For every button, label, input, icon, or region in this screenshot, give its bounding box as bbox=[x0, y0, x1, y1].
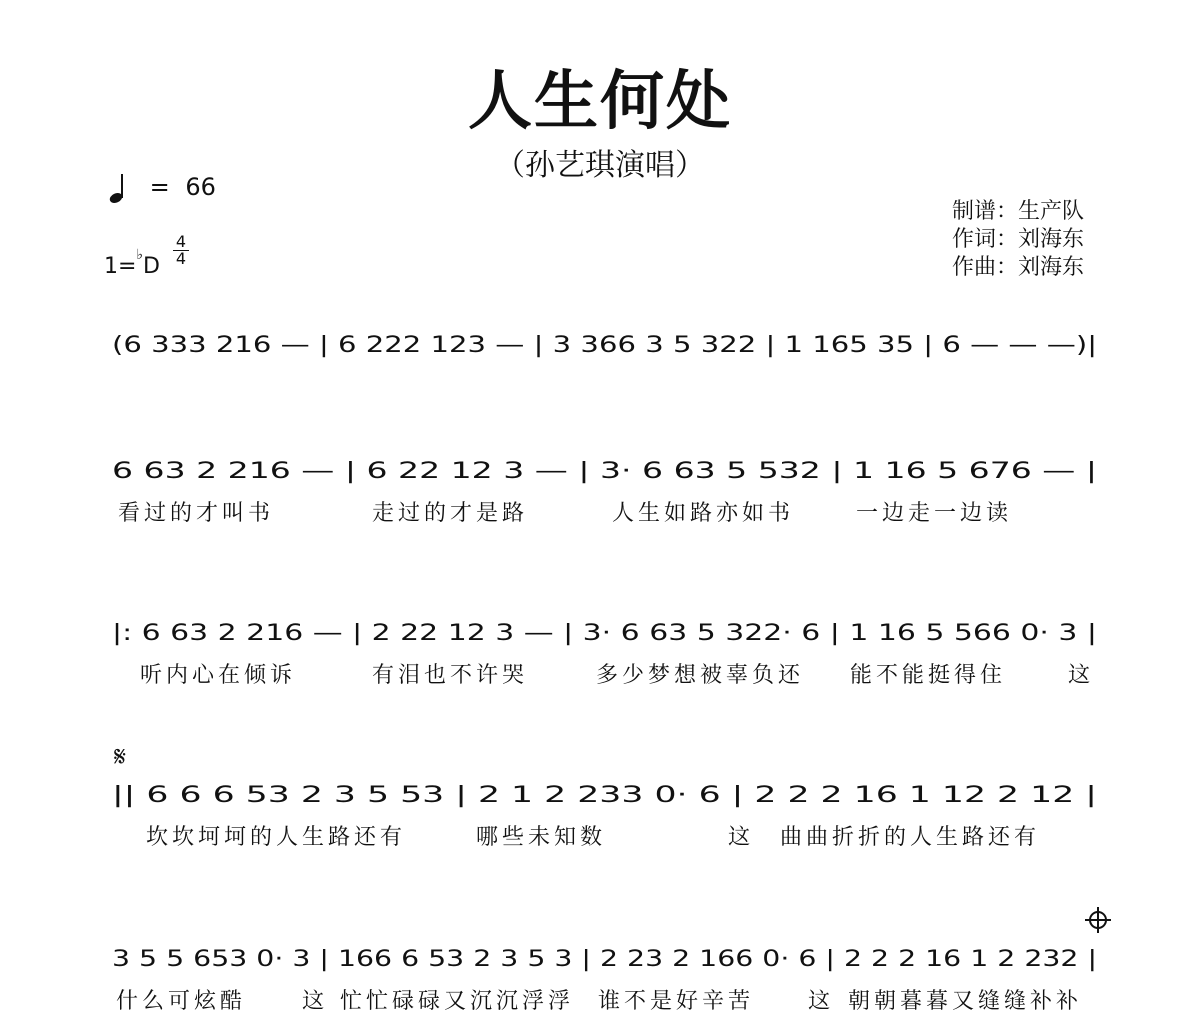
key-label: 1= bbox=[104, 254, 137, 279]
system-2-lyric-4: 一边走一边读 bbox=[856, 501, 1013, 526]
system-3-lyric-4: 能不能挺得住 bbox=[850, 663, 1007, 688]
system-5-lyric-5: 这 bbox=[808, 989, 835, 1014]
time-signature-bottom: 4 bbox=[175, 249, 187, 268]
composer-credit: 作曲：刘海东 bbox=[952, 255, 1085, 280]
segno-sign: 𝄋 bbox=[114, 740, 127, 773]
system-3-lyric-1: 听内心在倾诉 bbox=[140, 663, 297, 688]
song-subtitle: （孙艺琪演唱） bbox=[495, 148, 705, 183]
system-5-lyric-1: 什么可炫酷 bbox=[116, 989, 247, 1014]
transcriber-credit: 制谱：生产队 bbox=[952, 199, 1085, 224]
song-title: 人生何处 bbox=[468, 65, 732, 139]
system-5-lyric-6: 朝朝暮暮又缝缝补补 bbox=[848, 989, 1083, 1014]
key-note: D bbox=[143, 254, 160, 279]
lyricist-credit: 作词：刘海东 bbox=[952, 227, 1085, 252]
system-2-lyric-2: 走过的才是路 bbox=[372, 501, 529, 526]
system-4-lyric-3: 这 bbox=[728, 825, 755, 850]
system-5-lyric-4: 谁不是好辛苦 bbox=[598, 989, 755, 1014]
system-1-notation: (6 333 216 — | 6 222 123 — | 3 366 3 5 322 | 1 165 35 | 6 — — —)| bbox=[112, 333, 1097, 358]
system-5-lyric-2: 这 bbox=[302, 989, 329, 1014]
system-4-lyric-2: 哪些未知数 bbox=[476, 825, 607, 850]
system-4-lyric-4: 曲曲折折的人生路还有 bbox=[780, 825, 1041, 850]
system-3-lyric-2: 有泪也不许哭 bbox=[372, 663, 529, 688]
system-2-lyric-3: 人生如路亦如书 bbox=[612, 501, 795, 526]
system-3-notation: |: 6 63 2 216 — | 2 22 12 3 — | 3· 6 63 5 322· 6 | 1 16 5 566 0· 3 | bbox=[112, 621, 1097, 646]
system-2-notation: 6 63 2 216 — | 6 22 12 3 — | 3· 6 63 5 532 | 1 16 5 676 — | bbox=[112, 459, 1097, 484]
flat-accidental: ♭ bbox=[136, 247, 144, 263]
system-3-lyric-3: 多少梦想被辜负还 bbox=[596, 663, 805, 688]
system-2-lyric-1: 看过的才叫书 bbox=[118, 501, 275, 526]
system-5-notation: 3 5 5 653 0· 3 | 166 6 53 2 3 5 3 | 2 23 2 166 0· 6 | 2 2 2 16 1 2 232 | bbox=[112, 947, 1097, 972]
tempo-value: 66 bbox=[185, 173, 216, 201]
system-5-lyric-3: 忙忙碌碌又沉沉浮浮 bbox=[340, 989, 575, 1014]
score-systems bbox=[112, 333, 1097, 1014]
system-4-lyric-1: 坎坎坷坷的人生路还有 bbox=[146, 825, 407, 850]
system-4-notation: || 6 6 6 53 2 3 5 53 | 2 1 2 233 0· 6 | 2 2 2 16 1 12 2 12 | bbox=[112, 783, 1097, 808]
time-signature-top: 4 bbox=[175, 232, 187, 251]
tempo-equals: = bbox=[149, 173, 170, 201]
system-3-lyric-5: 这 bbox=[1068, 663, 1095, 688]
